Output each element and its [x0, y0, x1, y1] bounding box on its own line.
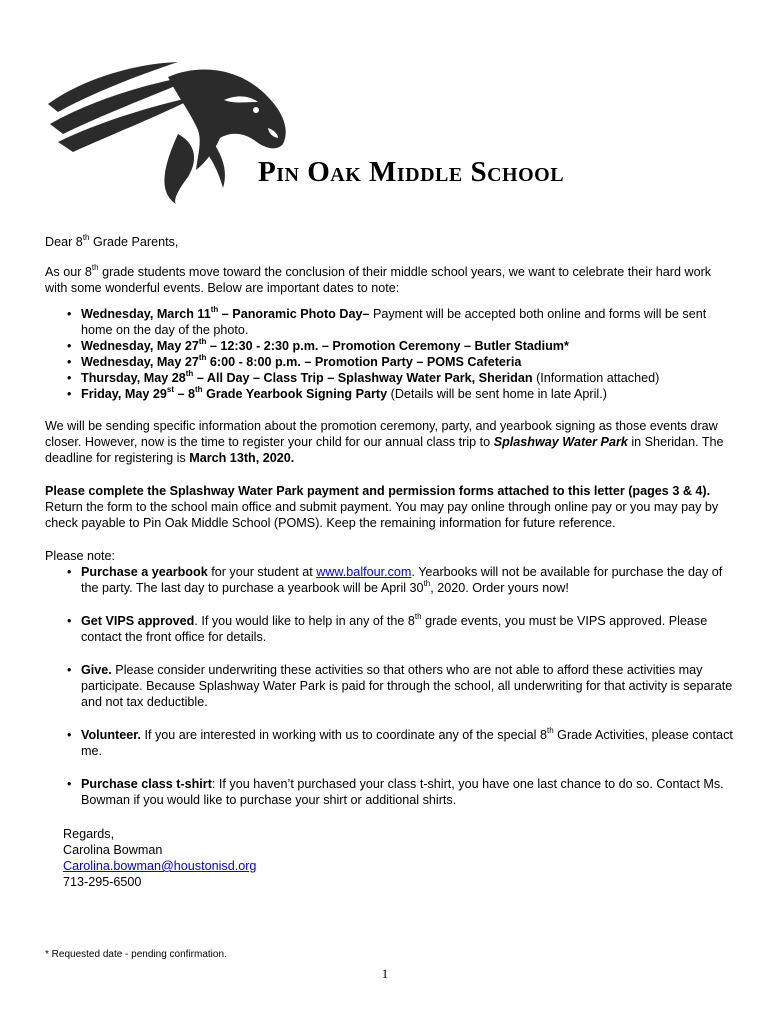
balfour-link[interactable]: www.balfour.com [316, 565, 412, 579]
page-number: 1 [381, 966, 389, 981]
note-item-yearbook: • Purchase a yearbook for your student at www.balfour.com. Yearbooks will not be available for purchase the day of the party. The last day to purchase a yearbook will be April 30th, 2020. Order yours now! [45, 564, 735, 596]
date-item-promotion-party: • Wednesday, May 27th 6:00 - 8:00 p.m. – Promotion Party – POMS Cafeteria [45, 354, 735, 370]
letter-body [45, 234, 735, 890]
closing: Regards, [63, 827, 115, 841]
note-heading: Please note: [45, 549, 116, 563]
forms-paragraph: Please complete the Splashway Water Park payment and permission forms attached to this letter (pages 3 & 4). Return the form to the school main office and submit payment. You may pay online through online pay or you may pay by check payable to Pin Oak Middle School (POMS). Keep the remaining information for future reference. [45, 484, 719, 530]
date-item-class-trip: • Thursday, May 28th – All Day – Class Trip – Splashway Water Park, Sheridan (Information attached) [45, 370, 735, 386]
footnote: * Requested date - pending confirmation. [45, 949, 227, 960]
phone-number: 713-295-6500 [63, 875, 142, 889]
greeting: Dear 8th Grade Parents, [45, 232, 179, 249]
school-name: Pin Oak Middle School [258, 156, 565, 188]
info-paragraph: We will be sending specific information about the promotion ceremony, party, and yearbook signing as those events draw closer. However, now is the time to register your child for our annual class trip to Splashway Water Park in Sheridan. The deadline for registering is March 13th, 2020. [45, 419, 724, 465]
notes-list [45, 564, 735, 808]
note-item-volunteer: • Volunteer. If you are interested in working with us to coordinate any of the special 8th Grade Activities, please contact me. [45, 727, 735, 759]
date-item-yearbook-party: • Friday, May 29st – 8th Grade Yearbook Signing Party (Details will be sent home in late April.) [45, 386, 735, 402]
signoff [45, 826, 735, 890]
email-link[interactable]: Carolina.bowman@houstonisd.org [63, 859, 257, 873]
important-dates-list [45, 306, 735, 402]
intro-paragraph: As our 8th grade students move toward the conclusion of their middle school years, we want to celebrate their hard work with some wonderful events. Below are important dates to note: [45, 262, 712, 295]
date-item-promotion-ceremony: • Wednesday, May 27th – 12:30 - 2:30 p.m. – Promotion Ceremony – Butler Stadium* [45, 338, 735, 354]
note-item-give: • Give. Please consider underwriting these activities so that others who are not able to afford these activities may participate. Because Splashway Water Park is paid for through the school, all underwriting for that activity is separate and not tax deductible. [45, 662, 735, 710]
note-item-vips: • Get VIPS approved. If you would like to help in any of the 8th grade events, you must be VIPS approved. Please contact the front office for details. [45, 613, 735, 645]
date-item-photo-day: • Wednesday, March 11th – Panoramic Photo Day– Payment will be accepted both online and forms will be sent home on the day of the photo. [45, 306, 735, 338]
signer-name: Carolina Bowman [63, 843, 163, 857]
note-item-tshirt: • Purchase class t-shirt: If you haven’t purchased your class t-shirt, you have one last chance to do so. Contact Ms. Bowman if you would like to purchase your shirt or additional shirts. [45, 776, 735, 808]
